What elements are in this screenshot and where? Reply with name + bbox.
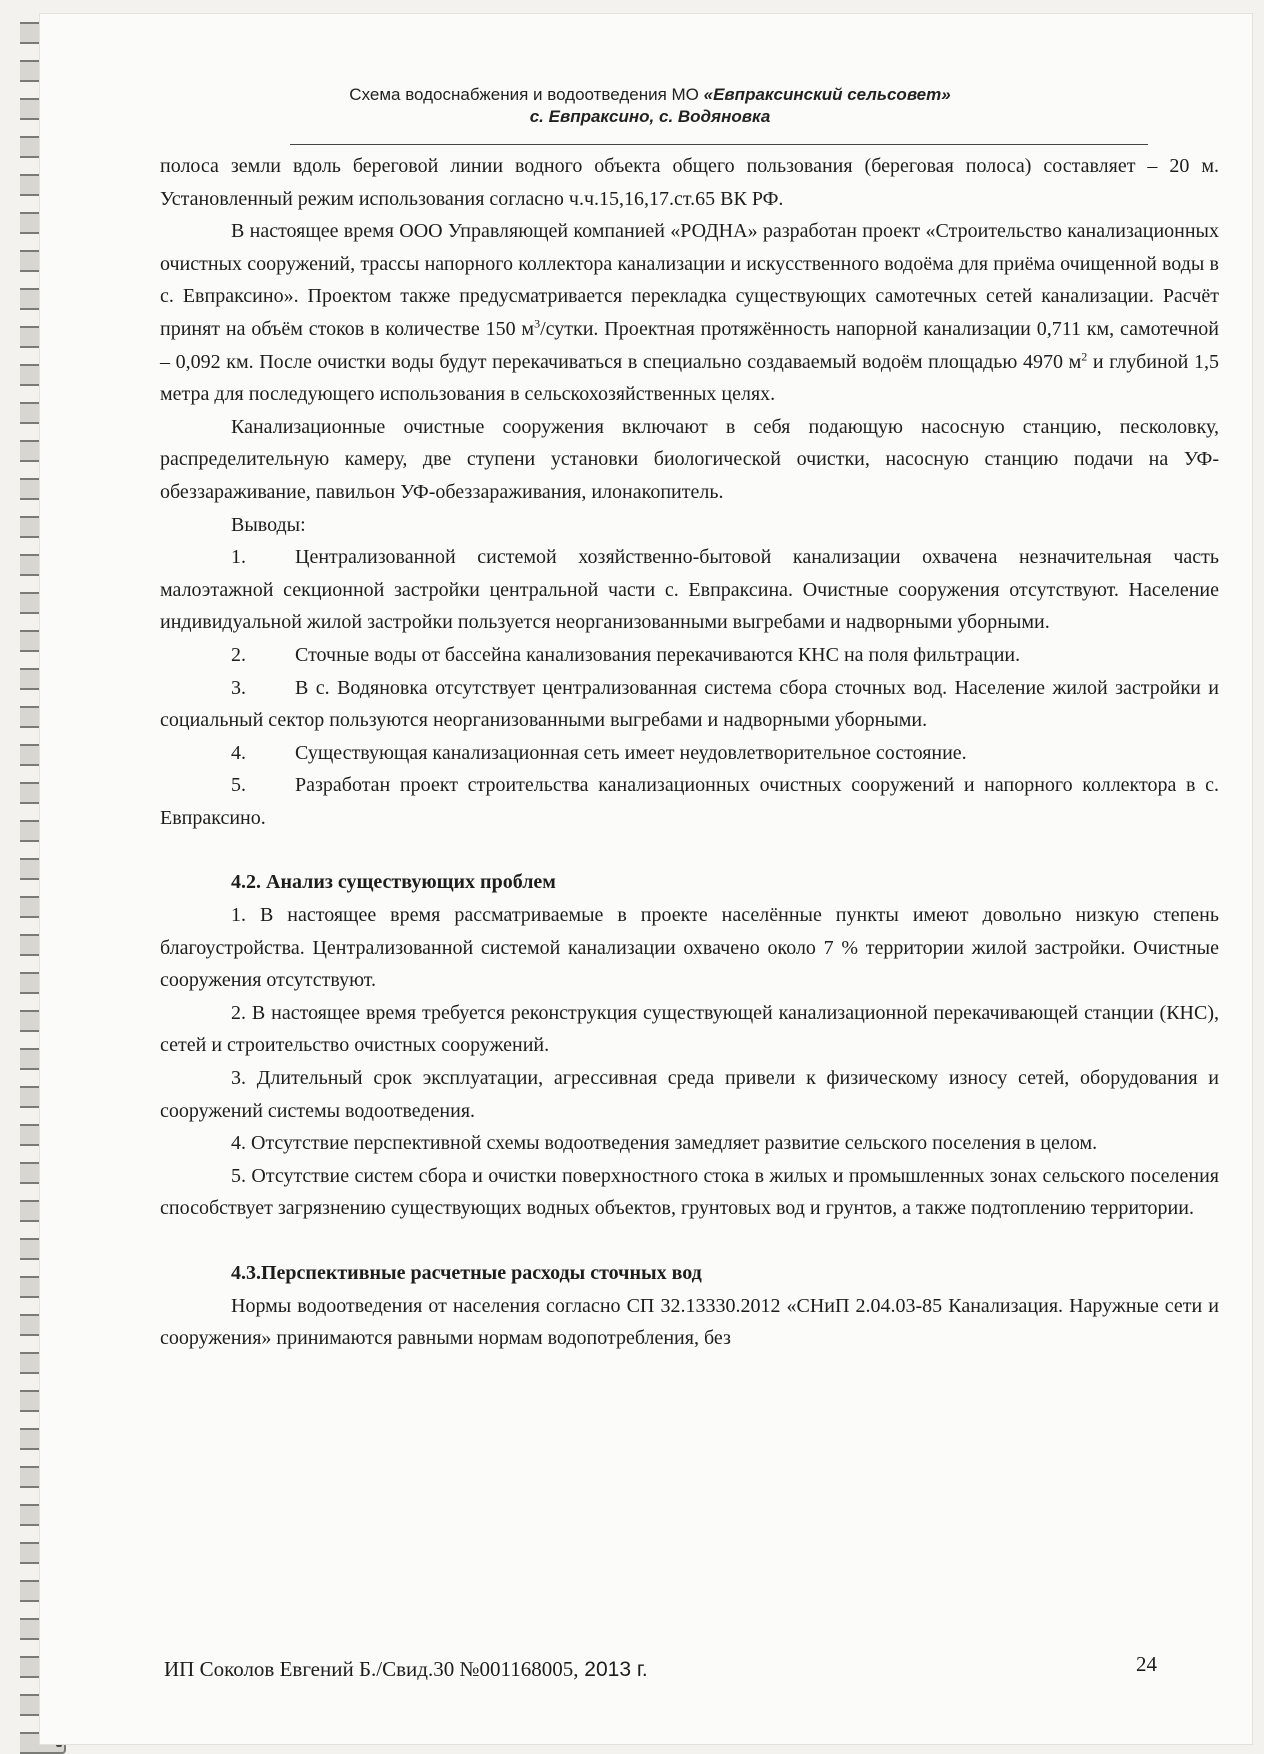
- section-heading: 4.2. Анализ существующих проблем: [231, 871, 556, 894]
- document-body: [160, 150, 1219, 1355]
- superscript-3: 3: [534, 316, 541, 331]
- header-prefix: Схема водоснабжения и водоотведения МО: [349, 85, 704, 104]
- page-footer: [164, 1657, 648, 1682]
- problem-item: 2. В настоящее время требуется реконструкция существующей канализационной перекачивающей станции (КНС), сетей и строительство очистных сооружений.: [160, 1001, 1219, 1057]
- paragraph-2-part-b: /сутки. Проектная протяжённость напорной канализации 0,711 км, самотечной – 0,092 км. После очистки воды будут перекачиваться в специально создаваемый водоём площадью 4970 м: [160, 317, 1220, 373]
- paragraph-2-part-c: и глубиной 1,5 метра для последующего использования в сельскохозяйственных целях.: [160, 350, 1219, 406]
- problem-item: 3. Длительный срок эксплуатации, агрессивная среда привели к физическому износу сетей, оборудования и сооружений системы водоотведения.: [160, 1067, 1219, 1122]
- problem-item: 4. Отсутствие перспективной схемы водоотведения замедляет развитие сельского поселения в целом.: [231, 1132, 1098, 1155]
- conclusions-label: Выводы:: [231, 513, 306, 536]
- problem-item: 1. В настоящее время рассматриваемые в проекте населённые пункты имеют довольно низкую степень благоустройства. Централизованной системой канализации охвачено около 7 % территории жилой застройки. Очистные сооружения отсутствуют.: [160, 904, 1219, 992]
- header-line-2: с. Евпраксино, с. Водяновка: [529, 107, 771, 126]
- header-rule: [290, 144, 1148, 145]
- list-item: 1. Централизованной системой хозяйственно-бытовой канализации охвачена незначительная часть малоэтажной секционной застройки центральной части с. Евпраксина. Очистные сооружения отсутствуют. Население индивидуальной жилой застройки пользуется неорганизованными выгребами и надворными уборными.: [160, 546, 1219, 634]
- footer-credit: ИП Соколов Евгений Б./Свид.30 №001168005,: [164, 1657, 579, 1681]
- paragraph-2-part-a: В настоящее время ООО Управляющей компанией «РОДНА» разработан проект «Строительство канализационных очистных сооружений, трассы напорного коллектора канализации и искусственного водоёма для приёма очищенной воды в с. Евпраксино». Проектом также предусматривается перекладка существующих самотечных сетей канализации. Расчёт принят на объём стоков в количестве 150 м: [160, 220, 1219, 340]
- list-item: 4. Существующая канализационная сеть имеет неудовлетворительное состояние.: [231, 741, 967, 764]
- paragraph-2: [160, 215, 1219, 411]
- header-municipality: «Евпраксинский сельсовет»: [703, 85, 951, 104]
- page-header: [150, 84, 1150, 128]
- paragraph-1: полоса земли вдоль береговой линии водного объекта общего пользования (береговая полоса) составляет – 20 м. Установленный режим использования согласно ч.ч.15,16,17.ст.65 ВК РФ.: [160, 155, 1219, 210]
- superscript-2: 2: [1081, 348, 1088, 363]
- section-3-paragraph: Нормы водоотведения от населения согласно СП 32.13330.2012 «СНиП 2.04.03-85 Канализация. Наружные сети и сооружения» принимаются равными нормам водопотребления, без: [160, 1294, 1219, 1350]
- list-item: 3. В с. Водяновка отсутствует централизованная система сбора сточных вод. Население жилой застройки и социальный сектор пользуются неорганизованными выгребами и надворными уборными.: [160, 676, 1219, 732]
- problem-item: 5. Отсутствие систем сбора и очистки поверхностного стока в жилых и промышленных зонах сельского поселения способствует загрязнению существующих водных объектов, грунтовых вод и грунтов, а также подтоплению территории.: [160, 1164, 1219, 1220]
- footer-year: 2013 г.: [578, 1658, 648, 1681]
- header-line-1: [150, 84, 1150, 106]
- list-item: 2. Сточные воды от бассейна канализования перекачиваются КНС на поля фильтрации.: [231, 643, 1021, 666]
- list-item: 5. Разработан проект строительства канализационных очистных сооружений и напорного коллектора в с. Евпраксино.: [160, 774, 1219, 829]
- page-number: 24: [1136, 1652, 1157, 1676]
- paragraph-3: Канализационные очистные сооружения включают в себя подающую насосную станцию, песколовку, распределительную камеру, две ступени установки биологической очистки, насосную станцию подачи на УФ-обеззараживание, павильон УФ-обеззараживания, илонакопитель.: [160, 415, 1219, 503]
- section-heading: 4.3.Перспективные расчетные расходы сточных вод: [231, 1262, 702, 1284]
